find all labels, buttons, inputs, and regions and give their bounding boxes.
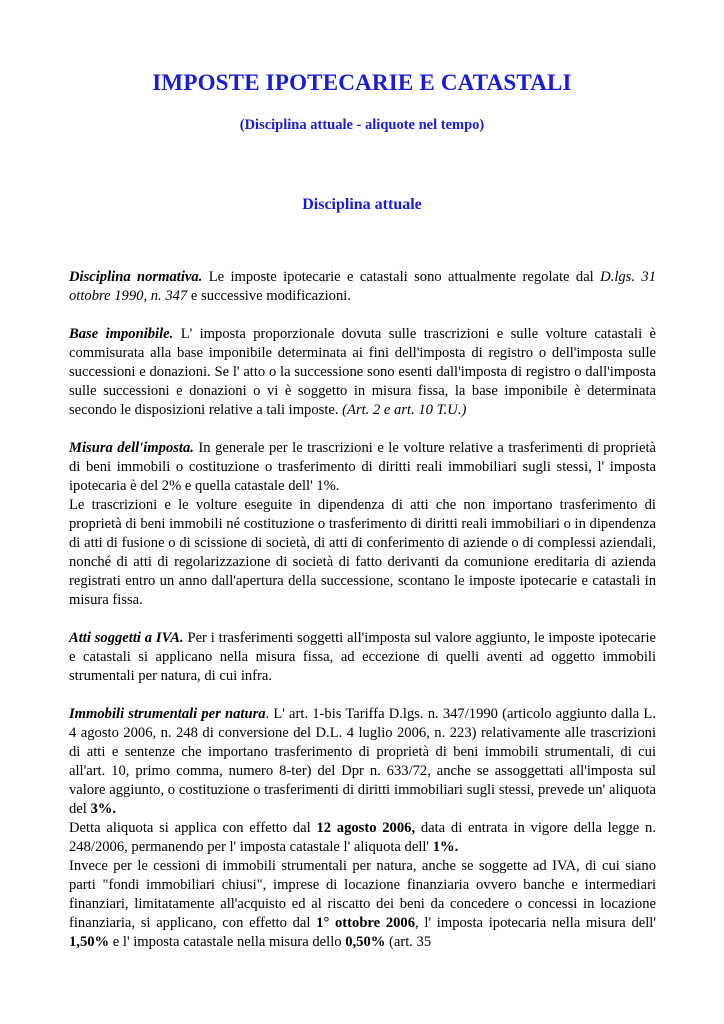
paragraph-base-imponibile (69, 325, 656, 420)
paragraph-text: data di entrata in vigore della legge n. 248/2006, permanendo per l' imposta catastale l' aliquota dell' (69, 820, 656, 855)
paragraph-text: . L' art. 1-bis Tariffa D.lgs. n. 347/1990 (articolo aggiunto dalla L. 4 agosto 2006, n. 248 di conversione del D.L. 4 luglio 2006, n. 223) relativamente alle trascrizioni di atti e sentenze che importano trasferimento di proprietà di beni immobili strumentali, di cui all'art. 10, primo comma, numero 8-ter) del Dpr n. 633/72, anche se assoggettati all'imposta sul valore aggiunto, o costituzione o trasferimenti di diritti immobiliari sugli stessi, prevede un' aliquota del (69, 706, 656, 817)
law-reference: (Art. 2 e art. 10 T.U.) (342, 402, 467, 418)
paragraph-cessioni-fondi (69, 857, 656, 952)
rate-value: 0,50% (345, 934, 386, 950)
paragraph-lead: Immobili strumentali per natura (69, 706, 266, 722)
paragraph-lead: Disciplina normativa. (69, 269, 203, 285)
paragraph-text: e l' imposta catastale nella misura dello (109, 934, 346, 950)
paragraph-lead: Misura dell'imposta. (69, 440, 194, 456)
paragraph-text: Le trascrizioni e le volture eseguite in dipendenza di atti che non importano trasferimento di proprietà di beni immobili né costituzione o trasferimento di diritti reali immobiliari o in dipendenza di atti di fusione o di scissione di società, di atti di conferimento di aziende o di complessi aziendali, nonché di atti di regolarizzazione di società di fatto derivanti da comunione ereditaria di azienda registrati entro un anno dall'apertura della successione, scontano le imposte ipotecarie e catastali in misura fissa. (69, 497, 656, 608)
paragraph-text: In generale per le trascrizioni e le volture relative a trasferimenti di proprietà di beni immobili o costituzione o trasferimento di diritti reali immobiliari sugli stessi, l' imposta ipotecaria è del 2% e quella catastale dell' 1%. (69, 440, 656, 494)
paragraph-text: e successive modificazioni. (187, 288, 351, 304)
effective-date: 1° ottobre 2006 (316, 915, 416, 931)
rate-value: 1,50% (69, 934, 110, 950)
paragraph-immobili-strumentali (69, 705, 656, 819)
paragraph-text: , l' imposta ipotecaria nella misura dell' (415, 915, 656, 931)
paragraph-lead: Atti soggetti a IVA. (69, 630, 184, 646)
paragraph-text: L' imposta proporzionale dovuta sulle trascrizioni e sulle volture catastali è commisurata alla base imponibile determinata ai fini dell'imposta di registro o dell'imposta sulle successioni e donazioni. Se l' atto o la successione sono esenti dall'imposta di registro o dall'imposta sulle successioni e donazioni o vi è soggetto in misura fissa, la base imponibile è determinata secondo le disposizioni relative a tali imposte. (69, 326, 656, 418)
paragraph-disciplina-normativa (69, 268, 656, 306)
section-heading: Disciplina attuale (302, 196, 422, 213)
paragraph-text: Per i trasferimenti soggetti all'imposta sul valore aggiunto, le imposte ipotecarie e catastali si applicano nella misura fissa, ad eccezione di quelli aventi ad oggetto immobili strumentali per natura, di cui infra. (69, 630, 656, 684)
effective-date: 12 agosto 2006, (316, 820, 416, 836)
paragraph-text: Le imposte ipotecarie e catastali sono attualmente regolate dal (202, 269, 601, 285)
paragraph-text: Invece per le cessioni di immobili strumentali per natura, anche se soggette ad IVA, di cui siano parti "fondi immobiliari chiusi", imprese di locazione finanziaria ovvero banche e intermediari finanziari, limitatamente all'acquisto ed al riscatto dei beni da concedere o concessi in locazione finanziaria, si applicano, con effetto dal (69, 858, 656, 931)
paragraph-misura-imposta (69, 439, 656, 496)
document-subtitle: (Disciplina attuale - aliquote nel tempo) (239, 117, 485, 133)
paragraph-text: (art. 35 (385, 934, 432, 950)
paragraph-atti-iva (69, 629, 656, 686)
document-title: IMPOSTE IPOTECARIE E CATASTALI (152, 70, 572, 95)
paragraph-text: Detta aliquota si applica con effetto dal (69, 820, 317, 836)
rate-value: 1%. (432, 839, 459, 855)
rate-value: 3%. (90, 801, 117, 817)
paragraph-aliquota-effetto (69, 819, 656, 857)
document-body (69, 268, 656, 952)
paragraph-lead: Base imponibile. (69, 326, 174, 342)
paragraph-misura-fissa (69, 496, 656, 610)
law-reference: D.lgs. 31 ottobre 1990, n. 347 (69, 269, 656, 304)
